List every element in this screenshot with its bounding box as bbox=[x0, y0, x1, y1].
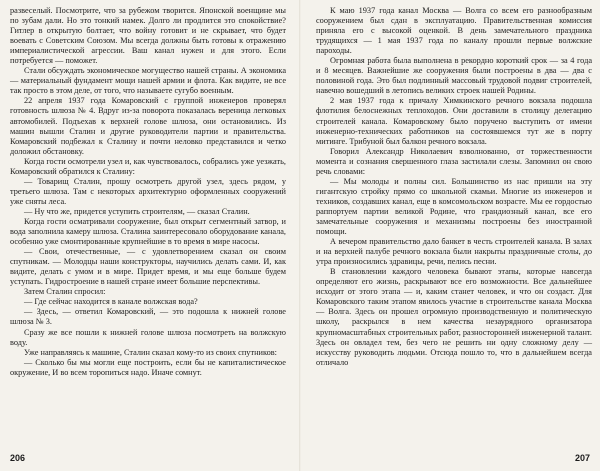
paragraph: развеселый. Посмотрите, что за рубежом творится. Японской военщине мы по зубам дали. Но это тонкий намек. Долго ли продлится это спокойствие? Гитлер в открытую болтает, что войну готовит и не скрывает, что будет воевать с Советским Союзом. Мы всегда должны быть готовы к отражению империалистической агрессии. Ваш канал нужен и для этого. Если потребуется — поможет. bbox=[10, 6, 286, 66]
paragraph: Когда гости осматривали сооружение, был открыт сегментный затвор, и вода заполнила камеру шлюза. Сталина заинтересовало оборудование канала, особенно уже смонтированные крупнейшие в то время в мире насосы. bbox=[10, 216, 286, 247]
paragraph: — Мы молоды и полны сил. Большинство из нас пришли на эту гигантскую стройку прямо со школьной скамьи. Многие из инженеров и техников, создавших канал, еще в комсомольском возрасте. Мы ее гордостью раппортуем партии великой Родине, что грандиозный канал, все его замечательные сооружения и механизмы построены без иностранной помощи. bbox=[316, 176, 592, 237]
paragraph: В становлении каждого человека бывают этапы, которые навсегда определяют его жизнь, раскрывают все его возможности. Все дальнейшее исходит от этого этапа — и, каким станет человек, и что он создаст. Для Комаровского таким этапом явилось участие в строительстве канала Москва — Волга. Здесь он прошел огромную производственную и политическую школу, раскрылся в нем качества незаурядного организатора крупномасштабных строительных работ, разносторонней инженерной талант. Здесь он овладел тем, без чего не решить ни одну сложному делу — искусству руководить людьми. Отсюда пошло то, что в дальнейшем всегда отличало bbox=[316, 267, 592, 367]
right-page bbox=[300, 0, 600, 471]
paragraph: — Ну что же, придется уступить строителям, — сказал Сталин. bbox=[24, 206, 250, 216]
paragraph: — Свои, отечественные, — с удовлетворением сказал он своим спутникам. — Молодцы наши конструкторы, научились делать сами. И, как видите, делать с умом и в мире. Придет время, и мы еще больше будем уступать. Гидростроение в нашей стране имеет большие перспективы. bbox=[10, 247, 286, 287]
paragraph: — Где сейчас находится в канале волжская вода? bbox=[24, 297, 198, 307]
paragraph: Огромная работа была выполнена в рекордно короткий срок — за 4 года и 8 месяцев. Важнейшие же сооружения были построены в два — два с половиной года. Это был подлинный массовый трудовой подвиг строителей, навечно вошедший в летопись великих строек нашей Родины. bbox=[316, 56, 592, 96]
page-number: 206 bbox=[10, 453, 26, 463]
paragraph: — Здесь, — ответил Комаровский, — это подошла к нижней голове шлюза № 3. bbox=[10, 307, 286, 327]
paragraph: А вечером правительство дало банкет в честь строителей канала. В залах и на верхней палубе речного вокзала были накрыты праздничные столы, до утра произносились здравицы, речи, пелись песни. bbox=[316, 237, 592, 267]
paragraph: Сразу же все пошли к нижней голове шлюза посмотреть на волжскую воду. bbox=[10, 327, 286, 347]
paragraph: — Товарищ Сталин, прошу осмотреть другой узел, здесь рядом, у третьего шлюза. Там с некоторых архитектурно оформленных сооружений уже сняты леса. bbox=[10, 176, 286, 206]
paragraph: К маю 1937 года канал Москва — Волга со всем его разнообразным сооружением был сдан в эксплуатацию. Правительственная комиссия приняла его с высокой оценкой. В день замечательного праздника трудящихся — 1 мая 1937 года по каналу прошли первые волжские пароходы. bbox=[316, 6, 592, 56]
paragraph: 2 мая 1937 года к причалу Химкинского речного вокзала подошла флотилия белоснежных теплоходов. Они доставили в столицу делегацию строителей канала. Комаровскому было поручено выступить от имени инженерно-технических работников на состоявшемся тут же в порту митинге. Трибуной был балкон речного вокзала. bbox=[316, 96, 592, 146]
paragraph: Говорил Александр Николаевич взволнованно, от торжественности момента и сознания свершенного глаза застилали слезы. Запомнил он свою речь словами: bbox=[316, 146, 592, 176]
left-page-text bbox=[10, 6, 286, 378]
page-number: 207 bbox=[574, 453, 590, 463]
paragraph: 22 апреля 1937 года Комаровский с группой инженеров проверял готовность шлюза № 4. Вдруг из-за поворота показалась вереница легковых автомобилей. Подъехав к верхней голове шлюза, они остановились. Из машин вышли Сталин и другие руководители партии и правительства. Комаровский подбежал к Сталину и почти неловко представился и четко доложил обстановку. bbox=[10, 96, 286, 156]
paragraph: Затем Сталин спросил: bbox=[24, 287, 106, 297]
right-page-text bbox=[316, 6, 592, 368]
paragraph: Когда гости осмотрели узел и, как чувствовалось, собрались уже уезжать, Комаровский обратился к Сталину: bbox=[10, 156, 286, 176]
paragraph: Стали обсуждать экономическое могущество нашей страны. А экономика — материальный фундамент мощи нашей армии и флота. Как видите, не все так просто в этом деле, от того, что называете сугубо военным. bbox=[10, 66, 286, 96]
paragraph: Уже направляясь к машине, Сталин сказал кому-то из своих спутников: bbox=[24, 347, 277, 357]
paragraph: — Сколько бы мы могли еще построить, если бы не капиталистическое окружение, И во всем торопиться надо. Иначе сомнут. bbox=[10, 357, 286, 377]
